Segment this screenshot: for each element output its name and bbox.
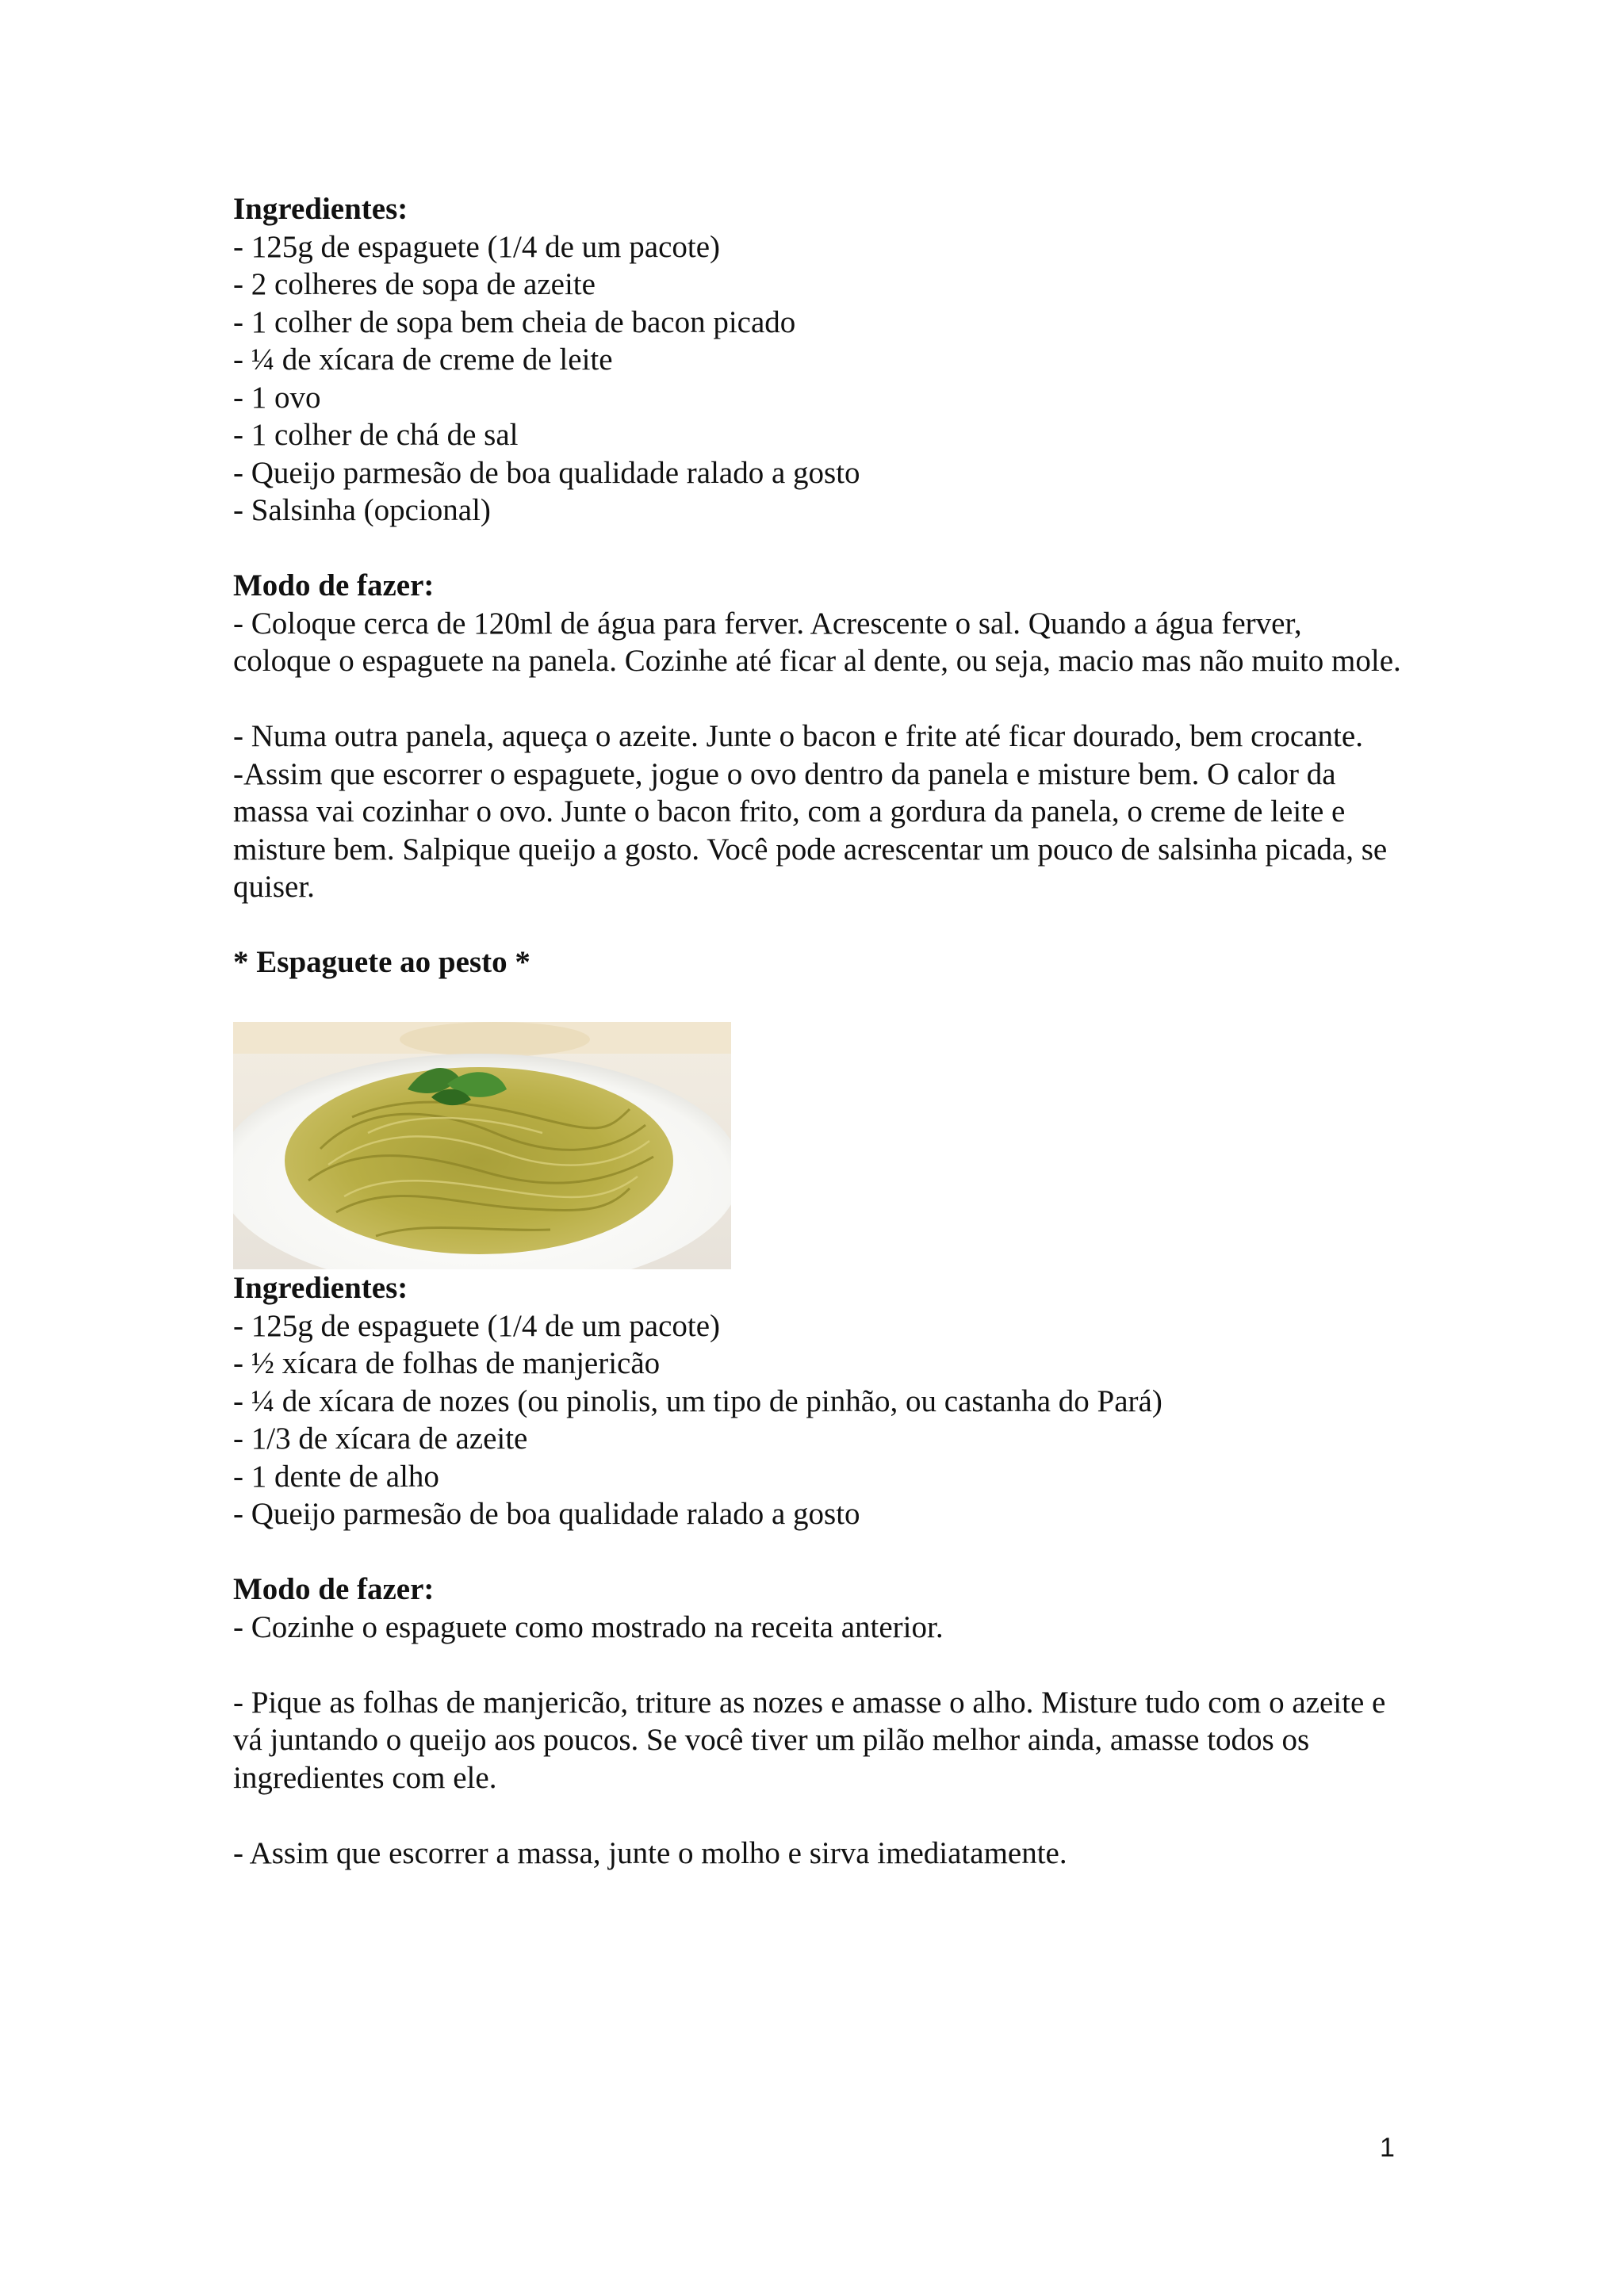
method-step: - Pique as folhas de manjericão, triture as nozes e amasse o alho. Misture tudo com o azeite e vá juntando o queijo aos poucos. Se você tiver um pilão melhor ainda, amasse todos os ingredientes com ele.: [233, 1685, 1386, 1795]
ingredients-heading: Ingredientes:: [233, 1271, 408, 1305]
method-step: - Numa outra panela, aqueça o azeite. Junte o bacon e frite até ficar dourado, bem crocante.: [233, 719, 1363, 753]
pesto-spaghetti-photo: [233, 1022, 731, 1269]
ingredient-item: - Queijo parmesão de boa qualidade ralado a gosto: [233, 455, 860, 490]
method-step: - Assim que escorrer a massa, junte o molho e sirva imediatamente.: [233, 1835, 1067, 1870]
page-content: [233, 190, 1407, 1872]
ingredient-item: - Queijo parmesão de boa qualidade ralado a gosto: [233, 1497, 860, 1531]
ingredients-heading: Ingredientes:: [233, 192, 408, 226]
ingredient-item: - Salsinha (opcional): [233, 493, 491, 527]
method-step: -Assim que escorrer o espaguete, jogue o ovo dentro da panela e misture bem. O calor da massa vai cozinhar o ovo. Junte o bacon frito, com a gordura da panela, o creme de leite e misture bem. Salpique queijo a gosto. Você pode acrescentar um pouco de salsinha picada, se quiser.: [233, 756, 1388, 904]
ingredient-item: - 1 dente de alho: [233, 1459, 439, 1494]
recipe-title: * Espaguete ao pesto *: [233, 945, 530, 979]
method-heading: Modo de fazer:: [233, 568, 435, 603]
ingredient-item: - 2 colheres de sopa de azeite: [233, 267, 596, 301]
ingredient-item: - 1 colher de chá de sal: [233, 418, 519, 452]
ingredient-item: - 125g de espaguete (1/4 de um pacote): [233, 1308, 721, 1343]
ingredient-item: - 1 colher de sopa bem cheia de bacon picado: [233, 304, 796, 339]
ingredient-item: - 1/3 de xícara de azeite: [233, 1422, 528, 1456]
ingredient-item: - ¼ de xícara de creme de leite: [233, 342, 613, 377]
method-heading: Modo de fazer:: [233, 1572, 435, 1606]
method-step: - Coloque cerca de 120ml de água para ferver. Acrescente o sal. Quando a água ferver, coloque o espaguete na panela. Cozinhe até ficar al dente, ou seja, macio mas não muito mole.: [233, 606, 1401, 678]
ingredient-item: - ¼ de xícara de nozes (ou pinolis, um tipo de pinhão, ou castanha do Pará): [233, 1383, 1162, 1418]
page-number: 1: [1380, 2133, 1395, 2163]
ingredient-item: - 1 ovo: [233, 380, 321, 415]
ingredient-item: - ½ xícara de folhas de manjericão: [233, 1346, 661, 1380]
ingredient-item: - 125g de espaguete (1/4 de um pacote): [233, 229, 721, 264]
method-step: - Cozinhe o espaguete como mostrado na receita anterior.: [233, 1609, 944, 1644]
